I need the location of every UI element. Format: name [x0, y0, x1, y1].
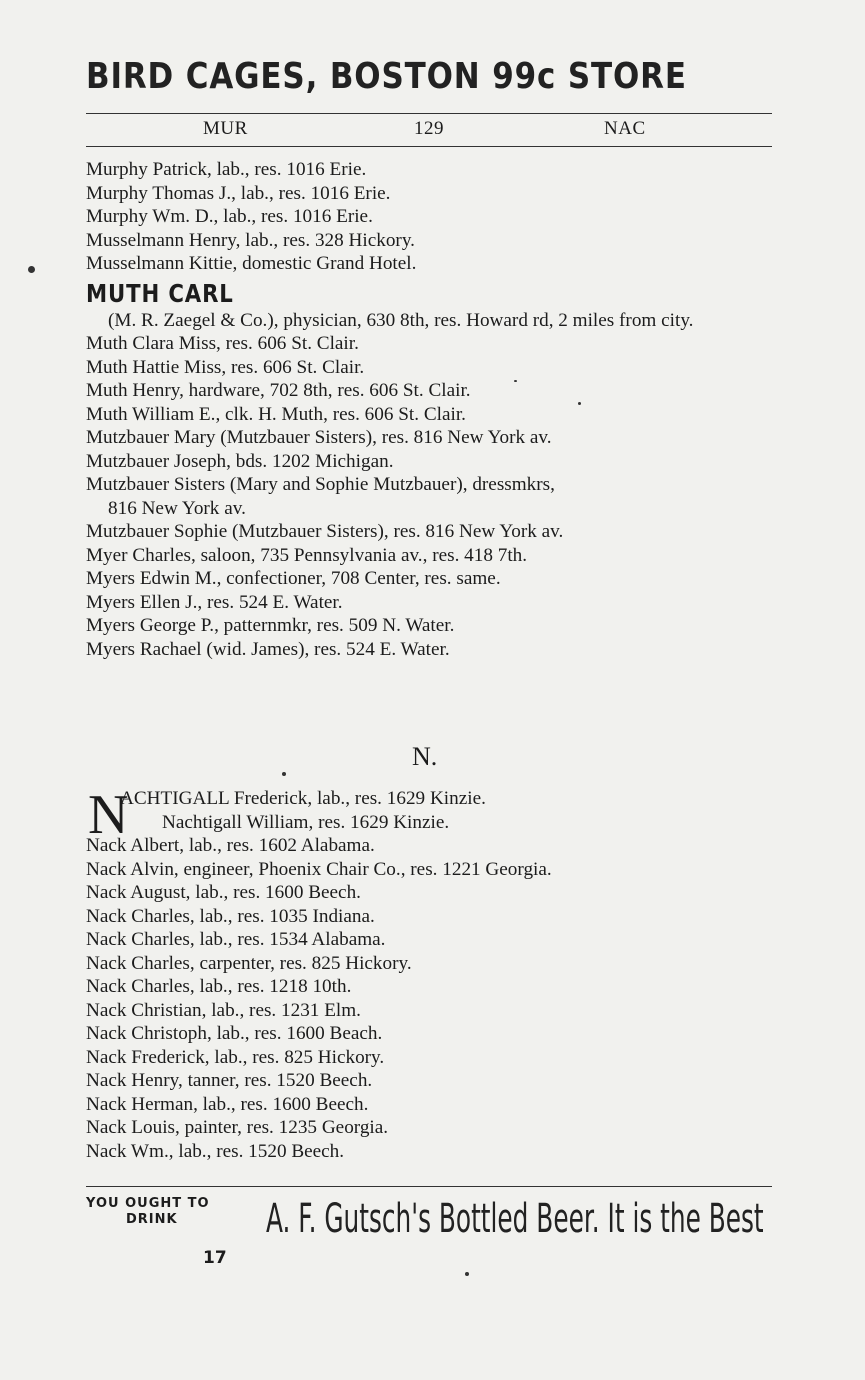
directory-entry: Nack Herman, lab., res. 1600 Beech. — [86, 1093, 369, 1115]
directory-entry: Muth Hattie Miss, res. 606 St. Clair. — [86, 356, 365, 378]
directory-entry: Nack Charles, carpenter, res. 825 Hickory. — [86, 952, 412, 974]
directory-entry: Myer Charles, saloon, 735 Pennsylvania av., res. 418 7th. — [86, 544, 528, 566]
directory-entry: Nack Charles, lab., res. 1218 10th. — [86, 976, 352, 997]
directory-entry: Nack Henry, tanner, res. 1520 Beech. — [86, 1070, 373, 1091]
directory-entry: Murphy Wm. D., lab., res. 1016 Erie. — [86, 206, 373, 227]
directory-entry: ACHTIGALL Frederick, lab., res. 1629 Kinzie. — [120, 788, 486, 809]
directory-entry: Nack Charles, lab., res. 1035 Indiana. — [86, 905, 375, 927]
directory-entry: Nack Wm., lab., res. 1520 Beech. — [86, 1140, 345, 1162]
ought-line-2: DRINK — [126, 1212, 178, 1227]
directory-entry-continuation: 816 New York av. — [108, 497, 246, 519]
directory-entry: Mutzbauer Joseph, bds. 1202 Michigan. — [86, 450, 394, 472]
ink-speck — [465, 1272, 469, 1276]
directory-entry: Nack August, lab., res. 1600 Beech. — [86, 882, 361, 903]
header-rule-bottom — [86, 146, 772, 147]
directory-entry: Nack Louis, painter, res. 1235 Georgia. — [86, 1117, 389, 1138]
section-letter-heading: N. — [412, 742, 438, 771]
signature-folio: 17 — [203, 1248, 227, 1268]
entries-m-section — [86, 158, 786, 661]
directory-entry: Murphy Thomas J., lab., res. 1016 Erie. — [86, 182, 391, 204]
directory-entry: Muth Henry, hardware, 702 8th, res. 606 St. Clair. — [86, 380, 471, 401]
ink-speck — [514, 380, 517, 382]
ink-speck — [282, 772, 286, 776]
footer-advertisement — [86, 1192, 786, 1252]
beer-ad-text: A. F. Gutsch's Bottled Beer. It is the Best — [266, 1196, 764, 1242]
directory-entry: Mutzbauer Sophie (Mutzbauer Sisters), res. 816 New York av. — [86, 521, 564, 542]
drop-cap: N — [88, 784, 129, 846]
directory-entry: Musselmann Henry, lab., res. 328 Hickory. — [86, 229, 415, 251]
directory-entry: Musselmann Kittie, domestic Grand Hotel. — [86, 253, 417, 274]
footer-rule — [86, 1186, 772, 1187]
directory-entry: Myers George P., patternmkr, res. 509 N. Water. — [86, 615, 455, 636]
ought-line-1: YOU OUGHT TO — [86, 1196, 210, 1211]
header-rule-top — [86, 113, 772, 114]
entries-n-section — [86, 784, 786, 1163]
directory-entry: Nack Frederick, lab., res. 825 Hickory. — [86, 1046, 385, 1068]
feature-entry-detail: (M. R. Zaegel & Co.), physician, 630 8th, res. Howard rd, 2 miles from city. — [108, 309, 694, 331]
page-number: 129 — [414, 118, 444, 139]
directory-entry: Nack Alvin, engineer, Phoenix Chair Co., res. 1221 Georgia. — [86, 858, 552, 880]
directory-entry: Nack Albert, lab., res. 1602 Alabama. — [86, 835, 375, 856]
banner-advertisement: BIRD CAGES, BOSTON 99c STORE — [86, 56, 687, 97]
directory-entry: Murphy Patrick, lab., res. 1016 Erie. — [86, 159, 367, 180]
ought-to-drink-text — [86, 1196, 256, 1228]
directory-entry: Muth William E., clk. H. Muth, res. 606 St. Clair. — [86, 403, 466, 425]
ink-speck — [28, 266, 35, 273]
directory-entry: Myers Rachael (wid. James), res. 524 E. Water. — [86, 638, 450, 660]
feature-entry-name: MUTH CARL — [86, 278, 234, 308]
directory-entry: Muth Clara Miss, res. 606 St. Clair. — [86, 333, 359, 354]
directory-entry: Nachtigall William, res. 1629 Kinzie. — [162, 811, 450, 833]
directory-entry: Myers Ellen J., res. 524 E. Water. — [86, 591, 343, 613]
running-head-left: MUR — [203, 118, 248, 139]
directory-entry: Mutzbauer Mary (Mutzbauer Sisters), res. 816 New York av. — [86, 427, 552, 448]
running-head-right: NAC — [604, 118, 646, 139]
directory-entry: Mutzbauer Sisters (Mary and Sophie Mutzbauer), dressmkrs, — [86, 474, 555, 495]
directory-entry: Nack Charles, lab., res. 1534 Alabama. — [86, 929, 386, 950]
ink-speck — [578, 402, 581, 405]
directory-entry: Nack Christian, lab., res. 1231 Elm. — [86, 999, 361, 1021]
directory-entry: Nack Christoph, lab., res. 1600 Beach. — [86, 1023, 383, 1044]
directory-entry: Myers Edwin M., confectioner, 708 Center, res. same. — [86, 568, 501, 589]
